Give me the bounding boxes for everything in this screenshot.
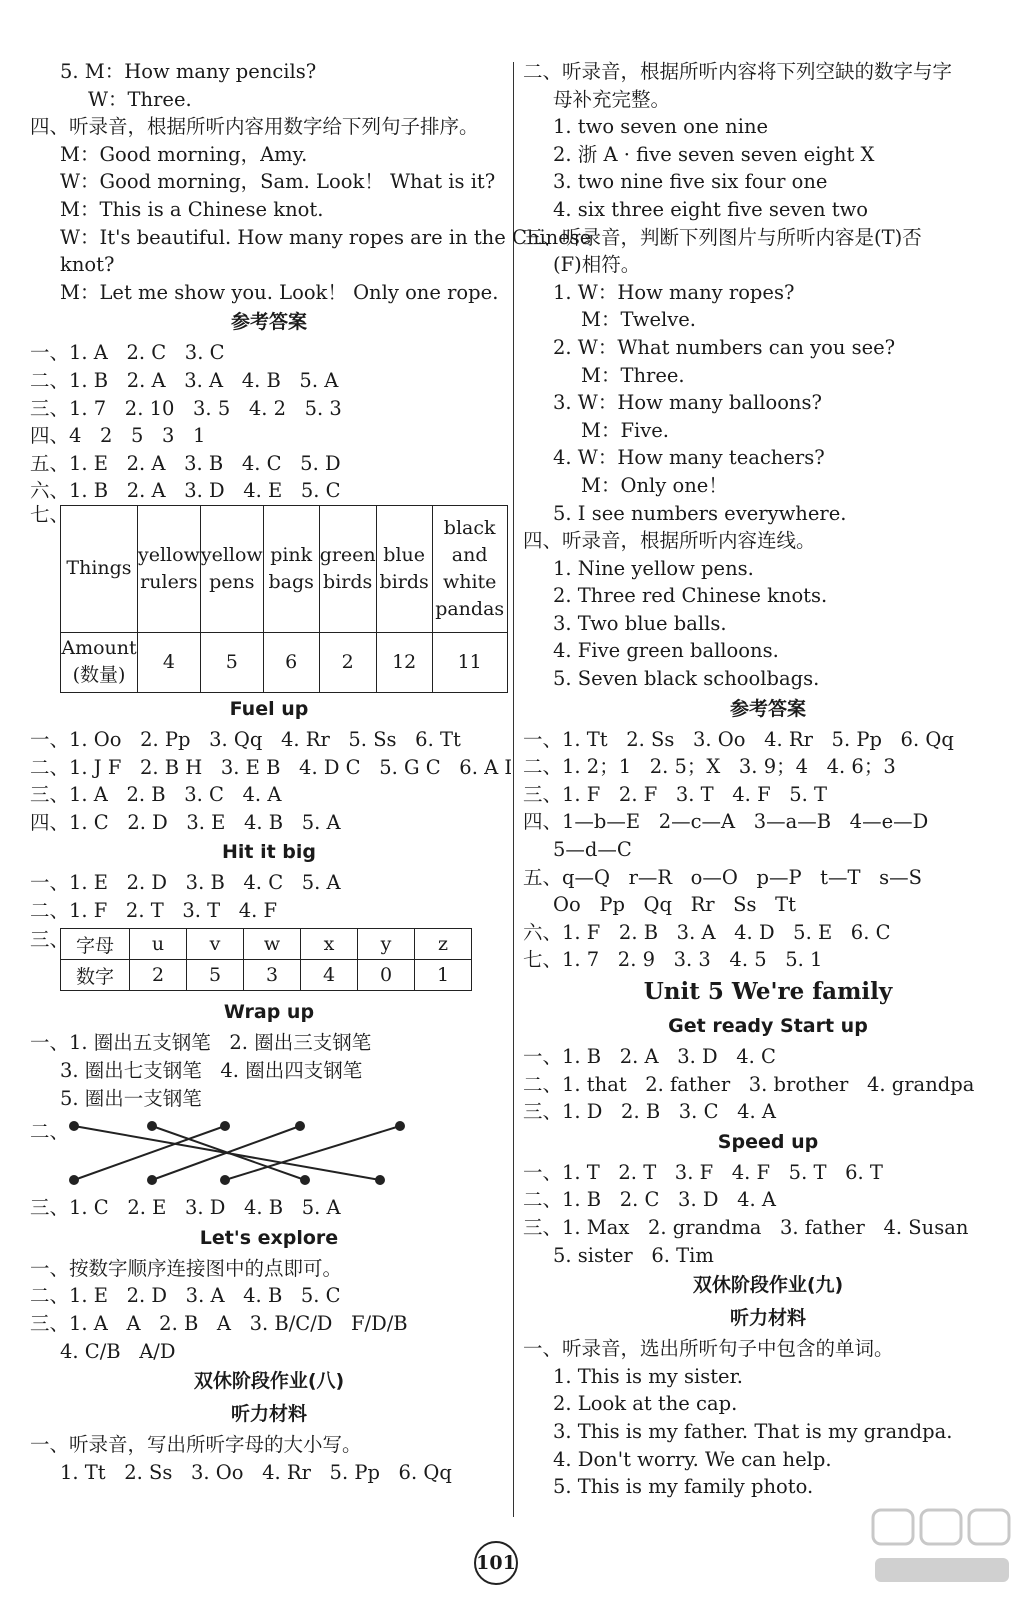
answer-line: 三、1. Max 2. grandma 3. father 4. Susan bbox=[523, 1215, 969, 1239]
answer-line: 五、1. E 2. A 3. B 4. C 5. D bbox=[30, 451, 341, 475]
answer-line: 一、1. Tt 2. Ss 3. Oo 4. Rr 5. Pp 6. Qq bbox=[523, 727, 954, 751]
question-heading: 一、听录音，选出所听句子中包含的单词。 bbox=[523, 1337, 894, 1361]
table-cell: v bbox=[187, 929, 244, 960]
page-number: 101 bbox=[474, 1541, 518, 1585]
section-heading: 双休阶段作业(八) bbox=[193, 1370, 345, 1393]
section-heading: 听力材料 bbox=[230, 1403, 307, 1426]
section-heading: 参考答案 bbox=[230, 311, 307, 334]
table-cell: 5 bbox=[200, 632, 263, 692]
section-heading: Let's explore bbox=[199, 1226, 339, 1249]
text-line: 5. I see numbers everywhere. bbox=[553, 501, 847, 525]
answer-line: 三、1. D 2. B 3. C 4. A bbox=[523, 1100, 776, 1124]
table-cell: 5 bbox=[187, 960, 244, 991]
question-heading: 三、听录音，判断下列图片与所听内容是(T)否 bbox=[523, 225, 922, 249]
answer-line: 3. 圈出七支钢笔 4. 圈出四支钢笔 bbox=[60, 1059, 363, 1083]
answer-line: 五、q—Q r—R o—O p—P t—T s—S bbox=[523, 865, 922, 889]
answer-line: 5—d—C bbox=[553, 838, 632, 862]
text-line: 1. W：How many ropes? bbox=[553, 280, 795, 304]
table-header-cell: Things bbox=[61, 505, 138, 632]
table-row-label: Amount (数量) bbox=[61, 632, 138, 692]
text-line: 4. Don't worry. We can help. bbox=[553, 1447, 832, 1471]
question-label: 七、 bbox=[30, 502, 70, 526]
table-header-cell: 数字 bbox=[61, 960, 130, 991]
question-heading: 一、听录音，写出所听字母的大小写。 bbox=[30, 1433, 362, 1457]
table-cell: w bbox=[244, 929, 301, 960]
table-cell: 12 bbox=[376, 632, 432, 692]
things-amount-table bbox=[60, 505, 508, 693]
answer-line: 一、1. Oo 2. Pp 3. Qq 4. Rr 5. Ss 6. Tt bbox=[30, 727, 461, 751]
text-line: W：Three. bbox=[88, 87, 192, 111]
text-line: 4. Five green balloons. bbox=[553, 639, 779, 663]
table-cell: 2 bbox=[319, 632, 376, 692]
table-header-cell: yellow rulers bbox=[138, 505, 201, 632]
text-line: M：Only one！ bbox=[581, 473, 728, 497]
question-label: 二、 bbox=[30, 1120, 70, 1144]
question-heading: 母补充完整。 bbox=[553, 87, 671, 111]
text-line: 1. This is my sister. bbox=[553, 1364, 743, 1388]
text-line: W：Good morning，Sam. Look！ What is it? bbox=[60, 170, 496, 194]
answer-line: 三、1. A 2. B 3. C 4. A bbox=[30, 783, 282, 807]
answer-line: 二、1. B 2. C 3. D 4. A bbox=[523, 1188, 776, 1212]
text-line: 5. M：How many pencils? bbox=[60, 60, 317, 83]
text-line: W：It's beautiful. How many ropes are in the Chinese bbox=[60, 225, 592, 249]
text-line: knot? bbox=[60, 253, 115, 277]
section-heading: Fuel up bbox=[229, 697, 309, 720]
table-cell: y bbox=[358, 929, 415, 960]
answer-line: 5. sister 6. Tim bbox=[553, 1243, 714, 1267]
table-cell: 4 bbox=[301, 960, 358, 991]
text-line: 3. two nine five six four one bbox=[553, 170, 828, 194]
text-line: 1. Tt 2. Ss 3. Oo 4. Rr 5. Pp 6. Qq bbox=[60, 1460, 452, 1484]
question-heading: 四、听录音，根据所听内容连线。 bbox=[523, 529, 816, 553]
section-heading: Hit it big bbox=[221, 841, 317, 864]
table-cell: 6 bbox=[263, 632, 319, 692]
answer-line: 三、1. 7 2. 10 3. 5 4. 2 5. 3 bbox=[30, 396, 342, 420]
text-line: M：Good morning，Amy. bbox=[60, 142, 308, 166]
text-line: 4. W：How many teachers? bbox=[553, 446, 825, 470]
answer-line: 一、1. A 2. C 3. C bbox=[30, 341, 225, 365]
answer-line: 一、1. B 2. A 3. D 4. C bbox=[523, 1045, 776, 1068]
answer-line: 一、按数字顺序连接图中的点即可。 bbox=[30, 1256, 343, 1280]
answer-table-block bbox=[30, 502, 508, 693]
text-line: M：Three. bbox=[581, 363, 685, 387]
table-header-cell: 字母 bbox=[61, 929, 130, 960]
section-heading: Get ready Start up bbox=[668, 1015, 868, 1037]
table-cell: 4 bbox=[138, 632, 201, 692]
answer-line: 四、4 2 5 3 1 bbox=[30, 424, 206, 448]
answer-line: 二、1. B 2. A 3. A 4. B 5. A bbox=[30, 368, 339, 392]
answer-line: 四、1—b—E 2—c—A 3—a—B 4—e—D bbox=[523, 810, 929, 834]
right-column bbox=[523, 58, 1013, 1501]
matching-lines-diagram bbox=[30, 1112, 508, 1194]
text-line: 3. W：How many balloons? bbox=[553, 391, 822, 415]
text-line: 1. two seven one nine bbox=[553, 115, 769, 139]
answer-line: 七、1. 7 2. 9 3. 3 4. 5 5. 1 bbox=[523, 948, 823, 972]
letter-number-table bbox=[60, 928, 472, 991]
question-label: 三、 bbox=[30, 928, 70, 952]
table-header-cell: yellow pens bbox=[200, 505, 263, 632]
question-heading: 二、听录音，根据所听内容将下列空缺的数字与字 bbox=[523, 60, 953, 83]
table-header-cell: black and white pandas bbox=[432, 505, 507, 632]
answer-line: 二、1. 2；1 2. 5；X 3. 9；4 4. 6；3 bbox=[523, 755, 896, 779]
section-heading: Speed up bbox=[717, 1130, 819, 1153]
letter-number-table-block bbox=[30, 924, 508, 996]
left-column bbox=[30, 58, 592, 1486]
answer-line: 二、1. that 2. father 3. brother 4. grandpa bbox=[523, 1072, 975, 1096]
column-divider bbox=[513, 62, 514, 1517]
answer-line: 一、1. E 2. D 3. B 4. C 5. A bbox=[30, 871, 341, 895]
text-line: 5. This is my family photo. bbox=[553, 1475, 814, 1499]
answer-line: 四、1. C 2. D 3. E 4. B 5. A bbox=[30, 810, 341, 834]
answer-line: 4. C/B A/D bbox=[60, 1339, 176, 1363]
table-cell: x bbox=[301, 929, 358, 960]
answer-line: 三、1. A A 2. B A 3. B/C/D F/D/B bbox=[30, 1312, 408, 1336]
answer-line: 二、1. F 2. T 3. T 4. F bbox=[30, 898, 278, 922]
answer-line: 一、1. 圈出五支钢笔 2. 圈出三支钢笔 bbox=[30, 1031, 372, 1055]
table-cell: 2 bbox=[130, 960, 187, 991]
text-line: M：Let me show you. Look！ Only one rope. bbox=[60, 280, 499, 304]
answer-line: 二、1. E 2. D 3. A 4. B 5. C bbox=[30, 1284, 341, 1308]
section-heading: 参考答案 bbox=[729, 697, 806, 720]
text-line: 3. This is my father. That is my grandpa. bbox=[553, 1419, 953, 1443]
table-header-cell: green birds bbox=[319, 505, 376, 632]
table-cell: 3 bbox=[244, 960, 301, 991]
section-heading: Wrap up bbox=[223, 1001, 315, 1024]
text-line: M：Twelve. bbox=[581, 308, 697, 332]
text-line: 2. Three red Chinese knots. bbox=[553, 584, 828, 608]
answer-line: 5. 圈出一支钢笔 bbox=[60, 1086, 202, 1110]
question-heading: (F)相符。 bbox=[553, 253, 641, 277]
text-line: M：This is a Chinese knot. bbox=[60, 197, 324, 221]
answer-line: Oo Pp Qq Rr Ss Tt bbox=[553, 893, 796, 917]
text-line: 4. six three eight five seven two bbox=[553, 197, 868, 221]
text-line: 1. Nine yellow pens. bbox=[553, 556, 754, 580]
answer-line: 二、1. J F 2. B H 3. E B 4. D C 5. G C 6. A I bbox=[30, 755, 513, 779]
answer-line: 一、1. T 2. T 3. F 4. F 5. T 6. T bbox=[523, 1160, 883, 1184]
text-line: 3. Two blue balls. bbox=[553, 611, 727, 635]
section-heading: 听力材料 bbox=[729, 1307, 806, 1330]
question-heading: 四、听录音，根据所听内容用数字给下列句子排序。 bbox=[30, 115, 479, 139]
text-line: 2. 浙 A · five seven seven eight X bbox=[553, 142, 875, 166]
answer-line: 三、1. F 2. F 3. T 4. F 5. T bbox=[523, 782, 828, 806]
table-cell: 1 bbox=[415, 960, 472, 991]
answer-line: 三、1. C 2. E 3. D 4. B 5. A bbox=[30, 1196, 341, 1220]
matching-lines-block bbox=[30, 1112, 508, 1194]
table-cell: 11 bbox=[432, 632, 507, 692]
table-header-cell: pink bags bbox=[263, 505, 319, 632]
section-heading: 双休阶段作业(九) bbox=[692, 1274, 844, 1297]
watermark-logo-icon bbox=[867, 1502, 1017, 1592]
text-line: 2. Look at the cap. bbox=[553, 1392, 738, 1416]
unit-title: Unit 5 We're family bbox=[643, 978, 893, 1005]
text-line: 2. W：What numbers can you see? bbox=[553, 335, 896, 359]
text-line: 5. Seven black schoolbags. bbox=[553, 667, 820, 691]
answer-line: 六、1. B 2. A 3. D 4. E 5. C bbox=[30, 479, 341, 503]
table-cell: z bbox=[415, 929, 472, 960]
text-line: M：Five. bbox=[581, 418, 669, 442]
table-cell: u bbox=[130, 929, 187, 960]
table-header-cell: blue birds bbox=[376, 505, 432, 632]
answer-line: 六、1. F 2. B 3. A 4. D 5. E 6. C bbox=[523, 920, 891, 944]
table-cell: 0 bbox=[358, 960, 415, 991]
